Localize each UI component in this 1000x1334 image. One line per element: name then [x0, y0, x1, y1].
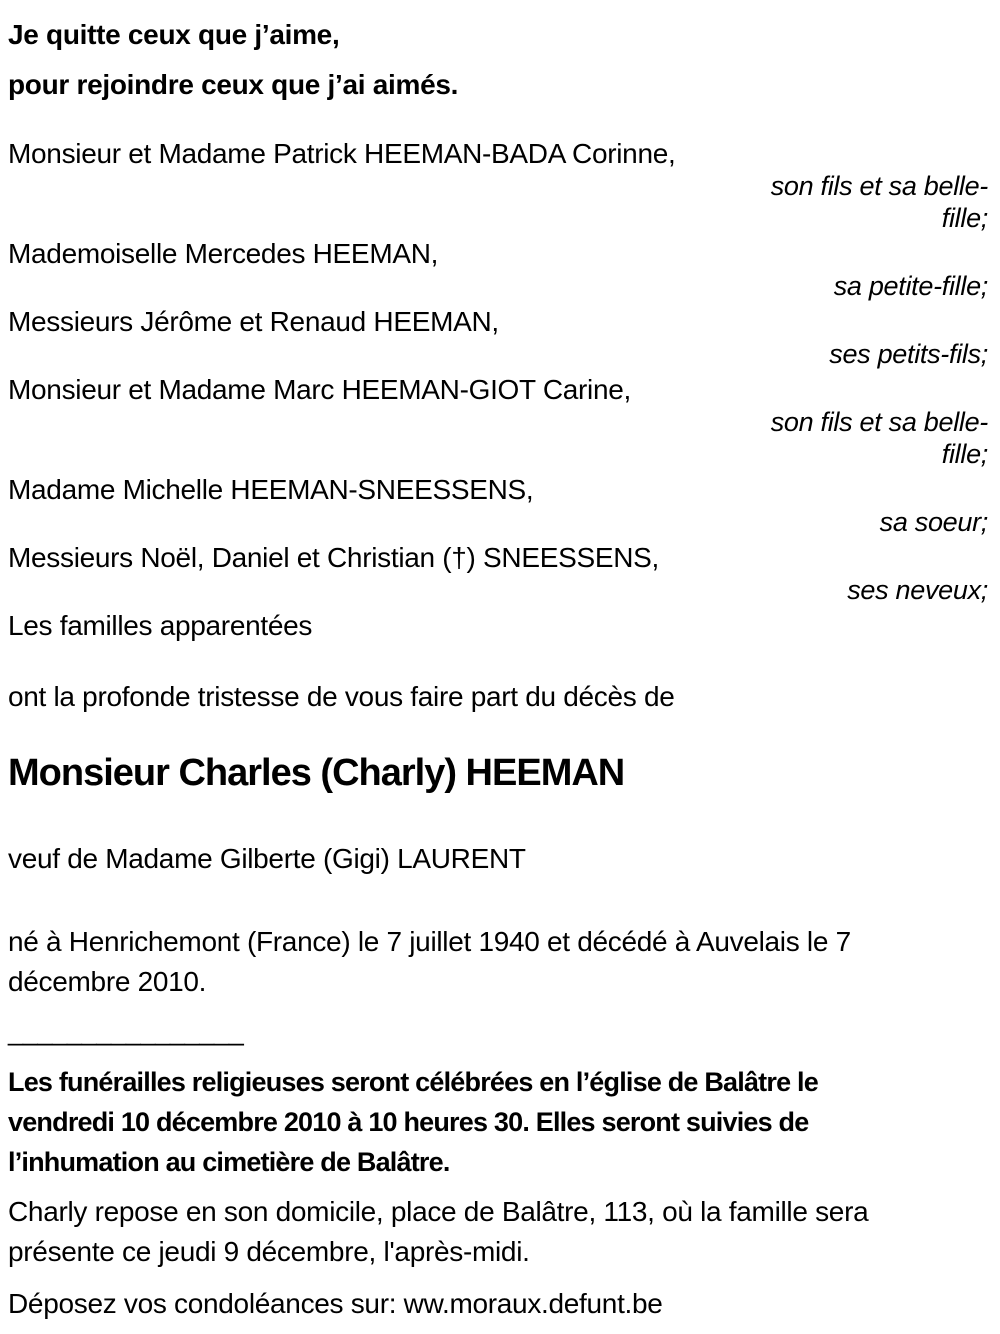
birth-death-line: décembre 2010.	[8, 966, 207, 997]
epigraph	[8, 10, 988, 110]
family-relation-line: ses neveux;	[847, 575, 988, 605]
family-name: Messieurs Jérôme et Renaud HEEMAN,	[8, 306, 499, 337]
family-row	[8, 542, 988, 606]
family-row	[8, 238, 988, 302]
funeral-notice-line: l’inhumation au cimetière de Balâtre.	[8, 1147, 450, 1177]
family-name: Messieurs Noël, Daniel et Christian (†) SNEESSENS,	[8, 542, 660, 573]
funeral-notice-line: vendredi 10 décembre 2010 à 10 heures 30. Elles seront suivies de	[8, 1107, 809, 1137]
funeral-notice-paragraph	[8, 1062, 988, 1182]
family-relation-line: son fils et sa belle-	[770, 171, 988, 201]
deceased-name-heading: Monsieur Charles (Charly) HEEMAN	[8, 752, 625, 794]
family-row	[8, 610, 988, 642]
family-relation-line: ses petits-fils;	[829, 339, 988, 369]
announcement-text: ont la profonde tristesse de vous faire part du décès de	[8, 681, 675, 712]
family-name: Les familles apparentées	[8, 610, 313, 641]
separator-line: ________________	[8, 1016, 244, 1046]
family-relation-line: sa petite-fille;	[833, 271, 988, 301]
family-name: Monsieur et Madame Marc HEEMAN-GIOT Carine,	[8, 374, 631, 405]
family-relation-line: son fils et sa belle-	[770, 407, 988, 437]
widower-line: veuf de Madame Gilberte (Gigi) LAURENT	[8, 843, 526, 874]
family-relation-line: fille;	[941, 439, 988, 469]
family-name: Mademoiselle Mercedes HEEMAN,	[8, 238, 439, 269]
family-row	[8, 374, 988, 470]
funeral-notice-line: Les funérailles religieuses seront célébrées en l’église de Balâtre le	[8, 1067, 818, 1097]
birth-death-line: né à Henrichemont (France) le 7 juillet 1940 et décédé à Auvelais le 7	[8, 926, 851, 957]
family-list	[8, 138, 988, 642]
repose-line: présente ce jeudi 9 décembre, l'après-midi.	[8, 1236, 530, 1267]
epigraph-line-1: Je quitte ceux que j’aime,	[8, 19, 340, 50]
condolences-line: Déposez vos condoléances sur: ww.moraux.defunt.be	[8, 1288, 663, 1319]
repose-paragraph	[8, 1192, 988, 1272]
family-relation-line: sa soeur;	[879, 507, 988, 537]
repose-line: Charly repose en son domicile, place de Balâtre, 113, où la famille sera	[8, 1196, 869, 1227]
family-row	[8, 138, 988, 234]
family-row	[8, 474, 988, 538]
family-relation-line: fille;	[941, 203, 988, 233]
birth-death-paragraph	[8, 922, 988, 1002]
family-name: Monsieur et Madame Patrick HEEMAN-BADA Corinne,	[8, 138, 676, 169]
family-name: Madame Michelle HEEMAN-SNEESSENS,	[8, 474, 534, 505]
epigraph-line-2: pour rejoindre ceux que j’ai aimés.	[8, 69, 459, 100]
family-row	[8, 306, 988, 370]
